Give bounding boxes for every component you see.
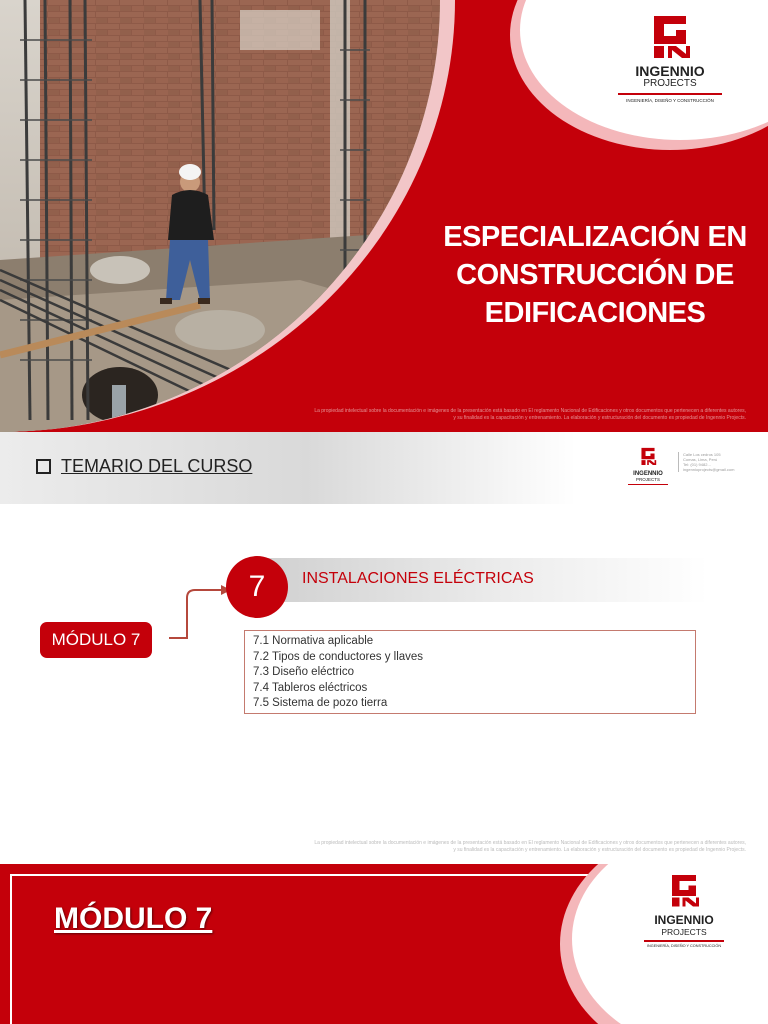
cover-slide [0,0,768,432]
contact-info [678,452,768,472]
module-slide [0,864,768,1024]
small-brand-name: INGENNIO [633,471,663,477]
module-badge: MÓDULO 7 [40,622,152,658]
copyright-note-line-1: La propiedad intelectual sobre la documentación e imágenes de la presentación está basado en El reglamento Nacional de Edificaciones y otros documentos que pertenecen a diferentes autores, [314,408,746,414]
ingennio-logo-icon [639,446,657,466]
small-brand-divider [628,484,668,485]
contact-line: ingennioprojects@gmail.com [683,467,735,472]
brand-logo [640,872,728,948]
course-title-line-1: ESPECIALIZACIÓN EN [443,221,747,253]
copyright-note-line-2: y su finalidad es la capacitación y entrenamiento. La elaboración y estructuración del documento es propiedad de Ingennio Projects. [453,415,746,421]
topic-number: 7 [226,556,288,618]
brand-tagline: INGENIERÍA, DISEÑO Y CONSTRUCCIÓN [646,944,722,948]
list-item: 7.1 Normativa aplicable [253,635,374,647]
contact-line: Tel: (01) 9482... [683,462,711,467]
construction-photo-illustration [0,0,440,432]
small-brand-sub: PROJECTS [635,477,660,482]
subtopic-list [244,630,696,714]
brand-divider [618,93,722,95]
brand-sub: PROJECTS [661,927,707,937]
connector-arrow-icon [165,582,235,642]
course-title [430,218,760,332]
course-title-line-3: EDIFICACIONES [484,297,706,329]
copyright-note [226,840,746,854]
ingennio-logo-icon [667,872,701,908]
list-item: 7.4 Tableros eléctricos [253,681,368,694]
copyright-note-line-1: La propiedad intelectual sobre la documentación e imágenes de la presentación está basado en El reglamento Nacional de Edificaciones y otros documentos que pertenecen a diferentes autores, [314,840,746,846]
syllabus-slide [0,432,768,864]
module-title: MÓDULO 7 [54,902,213,935]
brand-divider [644,940,724,942]
brand-name: INGENNIO [635,63,705,79]
course-title-line-2: CONSTRUCCIÓN DE [456,259,734,291]
syllabus-header [36,456,252,477]
contact-line: Calle Los cedros 105 [683,452,721,457]
copyright-note [226,408,746,422]
topic-title: INSTALACIONES ELÉCTRICAS [302,570,534,587]
construction-site-photo [0,0,440,432]
contact-line: Comas, Lima, Perú [683,457,718,462]
brand-name: INGENNIO [654,913,714,927]
syllabus-header-text: TEMARIO DEL CURSO [61,456,253,476]
small-brand-logo [622,446,674,486]
list-item: 7.2 Tipos de conductores y llaves [253,650,424,663]
ingennio-logo-icon [648,12,692,60]
copyright-note-line-2: y su finalidad es la capacitación y entrenamiento. La elaboración y estructuración del documento es propiedad de Ingennio Projects. [453,847,746,853]
list-item: 7.3 Diseño eléctrico [253,666,354,678]
brand-logo [606,12,734,103]
brand-tagline: INGENIERÍA, DISEÑO Y CONSTRUCCIÓN [626,98,714,103]
checkbox-icon [36,459,51,474]
list-item: 7.5 Sistema de pozo tierra [253,697,388,709]
brand-sub: PROJECTS [643,78,697,89]
